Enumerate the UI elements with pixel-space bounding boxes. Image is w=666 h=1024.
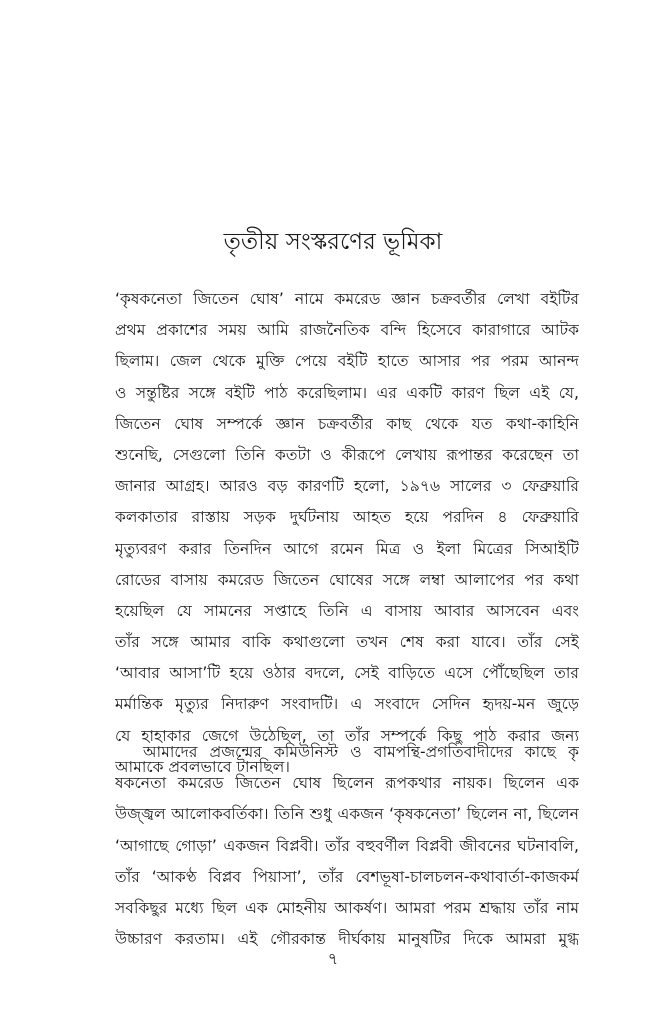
text-line: ষকনেতা কমরেড জিতেন ঘোষ ছিলেন রূপকথার নায়ক। ছিলেন এক — [115, 774, 579, 793]
text-line: ‘আগাছে গোড়া’ একজন বিপ্লবী। তাঁর বহুবর্ণীল বিপ্লবী জীবনের ঘটনাবলি, — [115, 836, 579, 855]
text-line: মৃত্যুবরণ করার তিনদিন আগে রমেন মিত্র ও ইলা মিত্রের সিআইটি — [115, 539, 579, 558]
text-line: প্রথম প্রকাশের সময় আমি রাজনৈতিক বন্দি হিসেবে কারাগারে আটক — [115, 321, 579, 340]
text-line: উচ্চারণ করতাম। এই গৌরকান্ত দীর্ঘকায় মানুষটির দিকে আমরা মুগ্ধ — [115, 930, 579, 949]
paragraph-2 — [115, 737, 579, 955]
text-line: মর্মান্তিক মৃত্যুর নিদারুণ সংবাদটি। এ সংবাদে সেদিন হৃদয়-মন জুড়ে — [115, 695, 579, 714]
paragraph-1 — [115, 284, 579, 783]
text-line: যে হাহাকার জেগে উঠেছিল, তা তাঁর সম্পর্কে কিছু পাঠ করার জন্য — [115, 726, 579, 745]
text-line: ‘আবার আসা’টি হয়ে ওঠার বদলে, সেই বাড়িতে এসে পৌঁছেছিল তার — [115, 664, 579, 683]
text-line: ছিলাম। জেল থেকে মুক্তি পেয়ে বইটি হাতে আসার পর পরম আনন্দ — [115, 352, 579, 371]
text-line: সবকিছুর মধ্যে ছিল এক মোহনীয় আকর্ষণ। আমরা পরম শ্রদ্ধায় তাঁর নাম — [115, 898, 579, 917]
text-line: ‘কৃষকনেতা জিতেন ঘোষ’ নামে কমরেড জ্ঞান চক্রবর্তীর লেখা বইটির — [115, 290, 579, 308]
text-line: রোডের বাসায় কমরেড জিতেন ঘোষের সঙ্গে লম্বা আলাপের পর কথা — [115, 570, 579, 589]
text-line: হয়েছিল যে সামনের সপ্তাহে তিনি এ বাসায় আবার আসবেন এবং — [115, 601, 579, 620]
text-line: তাঁর সঙ্গে আমার বাকি কথাগুলো তখন শেষ করা যাবে। তাঁর সেই — [115, 633, 579, 652]
text-line: ও সন্তুষ্টির সঙ্গে বইটি পাঠ করেছিলাম। এর একটি কারণ ছিল এই যে, — [115, 383, 579, 402]
text-line: উজ্জ্বল আলোকবর্তিকা। তিনি শুধু একজন ‘কৃষকনেতা’ ছিলেন না, ছিলেন — [115, 805, 579, 824]
page-number: ৭ — [327, 949, 339, 968]
text-line: তাঁর ‘আকণ্ঠ বিপ্লব পিয়াসা’, তাঁর বেশভূষা-চালচলন-কথাবার্তা-কাজকর্ম — [115, 867, 579, 886]
text-line: জানার আগ্রহ। আরও বড় কারণটি হলো, ১৯৭৬ সালের ৩ ফেব্রুয়ারি — [115, 477, 579, 496]
page-title: তৃতীয় সংস্করণের ভূমিকা — [223, 229, 443, 255]
text-line: কলকাতার রাস্তায় সড়ক দুর্ঘটনায় আহত হয়ে পরদিন ৪ ফেব্রুয়ারি — [115, 508, 579, 527]
text-line: আমাদের প্রজন্মের কমিউনিস্ট ও বামপন্থি-প্রগতিবাদীদের কাছে কৃ — [143, 743, 579, 761]
text-line: জিতেন ঘোষ সম্পর্কে জ্ঞান চক্রবর্তীর কাছ থেকে যত কথা-কাহিনি — [115, 414, 579, 433]
text-line: আমাকে প্রবলভাবে টানছিল। — [115, 757, 290, 776]
text-line: শুনেছি, সেগুলো তিনি কতটা ও কীরূপে লেখায় রূপান্তর করেছেন তা — [115, 445, 579, 464]
